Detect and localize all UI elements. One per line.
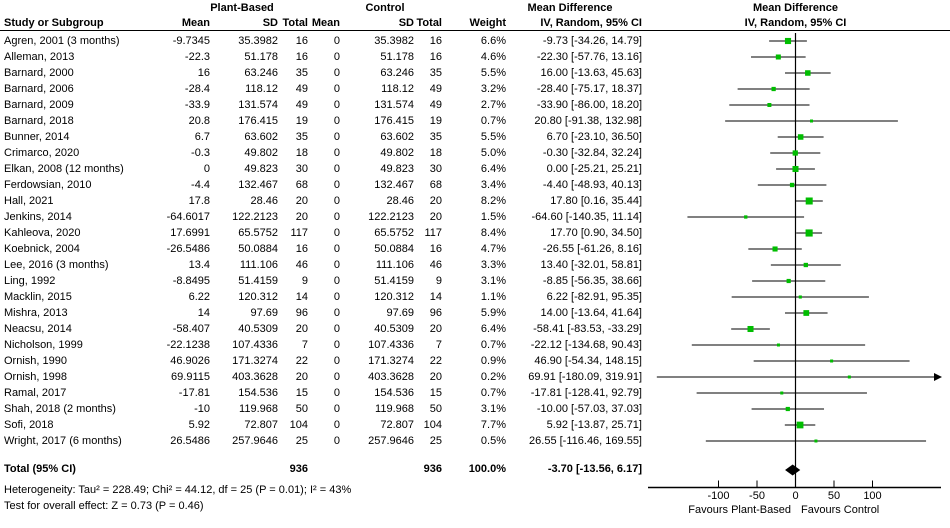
- ci-label: 0.00 [-25.21, 25.21]: [546, 163, 642, 175]
- control-mean: 0: [333, 323, 340, 335]
- control-mean: 0: [333, 259, 340, 271]
- control-sd: 120.312: [374, 291, 414, 303]
- control-mean: 0: [333, 163, 340, 175]
- plant-mean: -8.8495: [172, 275, 210, 287]
- plant-sd: 65.5752: [238, 227, 278, 239]
- control-total: 20: [429, 323, 442, 335]
- ci-label: -28.40 [-75.17, 18.37]: [536, 83, 642, 95]
- plant-sd: 119.968: [239, 403, 278, 415]
- study-name: Elkan, 2008 (12 months): [4, 163, 124, 175]
- control-mean: 0: [333, 147, 340, 159]
- control-total: 96: [429, 307, 442, 319]
- control-sd: 49.823: [380, 163, 414, 175]
- control-sd: 63.246: [380, 67, 414, 79]
- axis-tick-label: -100: [707, 490, 730, 502]
- control-mean: 0: [333, 355, 340, 367]
- study-row: [0, 353, 950, 369]
- control-sd: 72.807: [380, 419, 414, 431]
- total-n-control: 936: [423, 463, 442, 475]
- col-header-plant-total: Total: [282, 17, 308, 29]
- study-name: Lee, 2016 (3 months): [4, 259, 109, 271]
- plant-total: 117: [290, 227, 308, 239]
- control-sd: 111.106: [375, 259, 414, 271]
- plant-total: 104: [289, 419, 308, 431]
- plant-total: 9: [301, 275, 308, 287]
- plant-total: 16: [295, 35, 308, 47]
- control-mean: 0: [333, 227, 340, 239]
- control-mean: 0: [333, 51, 340, 63]
- weight: 1.1%: [480, 291, 506, 303]
- plant-mean: -0.3: [191, 147, 210, 159]
- study-row: [0, 257, 950, 273]
- plant-total: 68: [295, 179, 308, 191]
- group-header-control: Control: [365, 2, 405, 14]
- ci-label: -4.40 [-48.93, 40.13]: [542, 179, 642, 191]
- study-row: [0, 161, 950, 177]
- control-mean: 0: [333, 131, 340, 143]
- weight: 6.4%: [480, 163, 506, 175]
- total-ci-label: -3.70 [-13.56, 6.17]: [547, 463, 642, 475]
- study-row: [0, 113, 950, 129]
- control-total: 50: [429, 403, 442, 415]
- control-mean: 0: [333, 115, 340, 127]
- ci-label: 17.70 [0.90, 34.50]: [550, 227, 642, 239]
- study-row: [0, 81, 950, 97]
- control-mean: 0: [333, 275, 340, 287]
- weight: 5.9%: [480, 307, 506, 319]
- plant-sd: 50.0884: [238, 243, 278, 255]
- weight: 6.6%: [480, 35, 506, 47]
- control-mean: 0: [333, 307, 340, 319]
- control-mean: 0: [333, 435, 340, 447]
- plant-sd: 118.12: [245, 83, 278, 95]
- total-label: Total (95% CI): [4, 463, 76, 475]
- control-sd: 257.9646: [368, 435, 414, 447]
- control-total: 14: [429, 291, 442, 303]
- plant-sd: 35.3982: [238, 35, 278, 47]
- control-mean: 0: [333, 99, 340, 111]
- plant-total: 22: [295, 355, 308, 367]
- weight: 4.6%: [480, 51, 506, 63]
- plant-sd: 171.3274: [232, 355, 278, 367]
- ci-label: 6.70 [-23.10, 36.50]: [546, 131, 642, 143]
- study-name: Hall, 2021: [4, 195, 54, 207]
- plant-mean: 17.8: [188, 195, 210, 207]
- plant-sd: 111.106: [239, 259, 278, 271]
- study-name: Ling, 1992: [4, 275, 56, 287]
- control-sd: 51.178: [380, 51, 414, 63]
- plant-mean: -10: [194, 403, 210, 415]
- control-sd: 107.4336: [368, 339, 414, 351]
- study-row: [0, 97, 950, 113]
- study-name: Ramal, 2017: [4, 387, 67, 399]
- plant-sd: 403.3628: [232, 371, 278, 383]
- study-name: Wright, 2017 (6 months): [4, 435, 122, 447]
- axis-tick-label: 100: [863, 490, 882, 502]
- weight: 2.7%: [480, 99, 506, 111]
- study-row: [0, 337, 950, 353]
- study-row: [0, 177, 950, 193]
- study-name: Barnard, 2006: [4, 83, 74, 95]
- plant-mean: -9.7345: [172, 35, 210, 47]
- control-total: 20: [429, 195, 442, 207]
- control-total: 16: [429, 51, 442, 63]
- ci-label: -22.12 [-134.68, 90.43]: [530, 339, 642, 351]
- plant-total: 49: [295, 99, 308, 111]
- plant-mean: 0: [203, 163, 210, 175]
- plant-sd: 257.9646: [232, 435, 278, 447]
- plant-mean: 5.92: [188, 419, 210, 431]
- ci-label: 14.00 [-13.64, 41.64]: [540, 307, 642, 319]
- study-row: [0, 321, 950, 337]
- study-row: [0, 49, 950, 65]
- ci-label: 20.80 [-91.38, 132.98]: [534, 115, 642, 127]
- col-header-weight: Weight: [469, 17, 506, 29]
- weight: 5.5%: [480, 131, 506, 143]
- favours-left-label: Favours Plant-Based: [688, 504, 791, 516]
- ci-label: -58.41 [-83.53, -33.29]: [533, 323, 642, 335]
- plant-total: 15: [295, 387, 308, 399]
- md-plot-title: Mean Difference: [753, 2, 838, 14]
- plant-mean: -64.6017: [166, 211, 210, 223]
- control-mean: 0: [333, 195, 340, 207]
- plant-total: 35: [295, 131, 308, 143]
- study-row: [0, 129, 950, 145]
- control-total: 19: [429, 115, 442, 127]
- plant-sd: 28.46: [250, 195, 278, 207]
- control-sd: 51.4159: [374, 275, 414, 287]
- ci-label: 26.55 [-116.46, 169.55]: [529, 435, 642, 447]
- weight: 4.7%: [480, 243, 506, 255]
- control-total: 49: [429, 99, 442, 111]
- control-mean: 0: [333, 211, 340, 223]
- total-n-plant: 936: [289, 463, 308, 475]
- study-name: Ornish, 1990: [4, 355, 67, 367]
- study-row: [0, 369, 950, 385]
- study-name: Mishra, 2013: [4, 307, 68, 319]
- study-name: Koebnick, 2004: [4, 243, 80, 255]
- control-mean: 0: [333, 243, 340, 255]
- study-row: [0, 145, 950, 161]
- study-name: Neacsu, 2014: [4, 323, 72, 335]
- study-name: Shah, 2018 (2 months): [4, 403, 116, 415]
- plant-total: 7: [301, 339, 308, 351]
- plant-sd: 131.574: [238, 99, 278, 111]
- control-total: 35: [429, 131, 442, 143]
- control-total: 7: [435, 339, 442, 351]
- plant-mean: 13.4: [188, 259, 210, 271]
- plant-mean: -22.3: [184, 51, 210, 63]
- control-sd: 63.602: [380, 131, 414, 143]
- plot-header-ci-method: IV, Random, 95% CI: [744, 17, 847, 29]
- plant-sd: 97.69: [250, 307, 278, 319]
- ci-label: -26.55 [-61.26, 8.16]: [542, 243, 642, 255]
- weight: 8.4%: [480, 227, 506, 239]
- study-name: Macklin, 2015: [4, 291, 72, 303]
- study-name: Barnard, 2000: [4, 67, 74, 79]
- heterogeneity-text: Heterogeneity: Tau² = 228.49; Chi² = 44.12, df = 25 (P = 0.01); I² = 43%: [4, 484, 352, 496]
- group-header-plant-based: Plant-Based: [210, 2, 274, 14]
- weight: 0.2%: [480, 371, 506, 383]
- control-total: 15: [429, 387, 442, 399]
- control-total: 16: [429, 35, 442, 47]
- control-total: 20: [429, 371, 442, 383]
- ci-label: 13.40 [-32.01, 58.81]: [540, 259, 642, 271]
- axis-tick-label: -50: [749, 490, 765, 502]
- control-mean: 0: [333, 83, 340, 95]
- overall-effect-text: Test for overall effect: Z = 0.73 (P = 0.46): [4, 500, 204, 512]
- favours-right-label: Favours Control: [801, 504, 880, 516]
- study-name: Ferdowsian, 2010: [4, 179, 92, 191]
- control-sd: 403.3628: [368, 371, 414, 383]
- control-total: 117: [424, 227, 442, 239]
- weight: 0.9%: [480, 355, 506, 367]
- col-header-control-total: Total: [416, 17, 442, 29]
- ci-label: 16.00 [-13.63, 45.63]: [540, 67, 642, 79]
- study-name: Agren, 2001 (3 months): [4, 35, 120, 47]
- weight: 5.0%: [480, 147, 506, 159]
- study-name: Ornish, 1998: [4, 371, 67, 383]
- plant-total: 16: [295, 51, 308, 63]
- plant-total: 20: [295, 195, 308, 207]
- control-total: 30: [429, 163, 442, 175]
- plant-sd: 120.312: [238, 291, 278, 303]
- plant-mean: 6.22: [188, 291, 210, 303]
- weight: 1.5%: [480, 211, 506, 223]
- axis-tick-label: 0: [792, 490, 799, 502]
- plant-mean: 26.5486: [170, 435, 210, 447]
- control-sd: 176.415: [374, 115, 414, 127]
- plant-mean: -28.4: [184, 83, 210, 95]
- control-mean: 0: [333, 403, 340, 415]
- header-separator: [0, 30, 950, 31]
- plant-sd: 49.823: [244, 163, 278, 175]
- plant-sd: 176.415: [238, 115, 278, 127]
- plant-total: 49: [295, 83, 308, 95]
- study-row: [0, 241, 950, 257]
- study-name: Barnard, 2018: [4, 115, 74, 127]
- axis-tick-label: 50: [827, 490, 841, 502]
- col-header-study: Study or Subgroup: [4, 17, 104, 29]
- plant-total: 35: [295, 67, 308, 79]
- study-row: [0, 401, 950, 417]
- control-sd: 49.802: [380, 147, 414, 159]
- col-header-control-mean: Mean: [311, 17, 340, 29]
- study-row: [0, 385, 950, 401]
- plant-mean: -26.5486: [166, 243, 210, 255]
- ci-label: -8.85 [-56.35, 38.66]: [542, 275, 642, 287]
- total-weight: 100.0%: [468, 463, 506, 475]
- plant-sd: 63.602: [244, 131, 278, 143]
- plant-total: 96: [295, 307, 308, 319]
- control-total: 16: [429, 243, 442, 255]
- control-sd: 50.0884: [374, 243, 414, 255]
- plant-mean: 6.7: [194, 131, 210, 143]
- plant-total: 50: [295, 403, 308, 415]
- control-total: 9: [435, 275, 442, 287]
- weight: 6.4%: [480, 323, 506, 335]
- plant-mean: 46.9026: [170, 355, 210, 367]
- col-header-plant-sd: SD: [262, 17, 278, 29]
- weight: 0.7%: [480, 339, 506, 351]
- plant-mean: -22.1238: [166, 339, 210, 351]
- col-header-plant-mean: Mean: [181, 17, 210, 29]
- study-row: [0, 193, 950, 209]
- plant-sd: 63.246: [244, 67, 278, 79]
- plant-sd: 132.467: [238, 179, 278, 191]
- ci-label: 17.80 [0.16, 35.44]: [550, 195, 642, 207]
- weight: 3.1%: [480, 403, 506, 415]
- control-total: 104: [423, 419, 442, 431]
- ci-label: 6.22 [-82.91, 95.35]: [546, 291, 642, 303]
- control-mean: 0: [333, 339, 340, 351]
- plant-total: 19: [295, 115, 308, 127]
- study-row: [0, 289, 950, 305]
- study-name: Bunner, 2014: [4, 131, 70, 143]
- control-sd: 28.46: [386, 195, 414, 207]
- control-sd: 35.3982: [374, 35, 414, 47]
- control-total: 35: [429, 67, 442, 79]
- ci-label: 69.91 [-180.09, 319.91]: [528, 371, 642, 383]
- study-name: Nicholson, 1999: [4, 339, 83, 351]
- study-name: Jenkins, 2014: [4, 211, 72, 223]
- ci-label: -10.00 [-57.03, 37.03]: [536, 403, 642, 415]
- ci-label: -64.60 [-140.35, 11.14]: [531, 211, 642, 223]
- ci-label: -17.81 [-128.41, 92.79]: [530, 387, 642, 399]
- plant-total: 14: [295, 291, 308, 303]
- study-name: Barnard, 2009: [4, 99, 74, 111]
- plant-total: 46: [295, 259, 308, 271]
- weight: 3.3%: [480, 259, 506, 271]
- plant-total: 20: [295, 211, 308, 223]
- control-total: 46: [429, 259, 442, 271]
- control-sd: 132.467: [374, 179, 414, 191]
- control-mean: 0: [333, 291, 340, 303]
- study-name: Sofi, 2018: [4, 419, 54, 431]
- plant-mean: -4.4: [191, 179, 210, 191]
- total-row: [0, 461, 950, 477]
- plant-mean: 16: [197, 67, 210, 79]
- plant-total: 30: [295, 163, 308, 175]
- plant-mean: -33.9: [184, 99, 210, 111]
- control-sd: 131.574: [374, 99, 414, 111]
- control-mean: 0: [333, 179, 340, 191]
- plant-total: 20: [295, 323, 308, 335]
- ci-label: 5.92 [-13.87, 25.71]: [546, 419, 642, 431]
- control-total: 49: [429, 83, 442, 95]
- plant-mean: 69.9115: [171, 371, 210, 383]
- ci-label: -33.90 [-86.00, 18.20]: [536, 99, 642, 111]
- weight: 3.4%: [480, 179, 506, 191]
- weight: 3.1%: [480, 275, 506, 287]
- plant-sd: 154.536: [238, 387, 278, 399]
- study-row: [0, 273, 950, 289]
- control-sd: 154.536: [374, 387, 414, 399]
- weight: 0.7%: [480, 387, 506, 399]
- plant-sd: 72.807: [244, 419, 278, 431]
- plant-sd: 107.4336: [232, 339, 278, 351]
- plant-total: 16: [295, 243, 308, 255]
- weight: 0.5%: [480, 435, 506, 447]
- plant-mean: 17.6991: [170, 227, 210, 239]
- plant-total: 25: [295, 435, 308, 447]
- control-mean: 0: [333, 419, 340, 431]
- study-row: [0, 433, 950, 449]
- weight: 7.7%: [480, 419, 506, 431]
- study-row: [0, 305, 950, 321]
- control-mean: 0: [333, 371, 340, 383]
- col-header-control-sd: SD: [398, 17, 414, 29]
- ci-label: -9.73 [-34.26, 14.79]: [542, 35, 642, 47]
- ci-label: -22.30 [-57.76, 13.16]: [536, 51, 642, 63]
- plant-total: 20: [295, 371, 308, 383]
- plant-sd: 40.5309: [238, 323, 278, 335]
- study-name: Alleman, 2013: [4, 51, 75, 63]
- control-total: 22: [429, 355, 442, 367]
- control-sd: 65.5752: [374, 227, 414, 239]
- control-sd: 119.968: [375, 403, 414, 415]
- plant-sd: 122.2123: [232, 211, 278, 223]
- control-sd: 122.2123: [368, 211, 414, 223]
- control-mean: 0: [333, 387, 340, 399]
- column-header-row: [0, 15, 950, 31]
- control-total: 68: [429, 179, 442, 191]
- plant-mean: 20.8: [188, 115, 210, 127]
- col-header-ci-method: IV, Random, 95% CI: [540, 17, 642, 29]
- plant-mean: 14: [197, 307, 210, 319]
- ci-label: -0.30 [-32.84, 32.24]: [542, 147, 642, 159]
- study-row: [0, 417, 950, 433]
- control-sd: 97.69: [386, 307, 414, 319]
- plant-total: 18: [295, 147, 308, 159]
- study-name: Kahleova, 2020: [4, 227, 81, 239]
- plant-mean: -17.81: [178, 387, 210, 399]
- weight: 0.7%: [480, 115, 506, 127]
- weight: 3.2%: [480, 83, 506, 95]
- plant-sd: 49.802: [244, 147, 278, 159]
- study-name: Crimarco, 2020: [4, 147, 80, 159]
- study-row: [0, 225, 950, 241]
- study-row: [0, 65, 950, 81]
- plant-sd: 51.4159: [238, 275, 278, 287]
- control-mean: 0: [333, 67, 340, 79]
- ci-label: 46.90 [-54.34, 148.15]: [534, 355, 642, 367]
- control-sd: 118.12: [381, 83, 414, 95]
- md-column-title: Mean Difference: [527, 2, 613, 14]
- control-mean: 0: [333, 35, 340, 47]
- study-row: [0, 209, 950, 225]
- plant-sd: 51.178: [244, 51, 278, 63]
- control-total: 25: [429, 435, 442, 447]
- control-total: 18: [429, 147, 442, 159]
- weight: 5.5%: [480, 67, 506, 79]
- weight: 8.2%: [480, 195, 506, 207]
- control-total: 20: [429, 211, 442, 223]
- control-sd: 40.5309: [374, 323, 414, 335]
- study-row: [0, 33, 950, 49]
- control-sd: 171.3274: [368, 355, 414, 367]
- plant-mean: -58.407: [172, 323, 210, 335]
